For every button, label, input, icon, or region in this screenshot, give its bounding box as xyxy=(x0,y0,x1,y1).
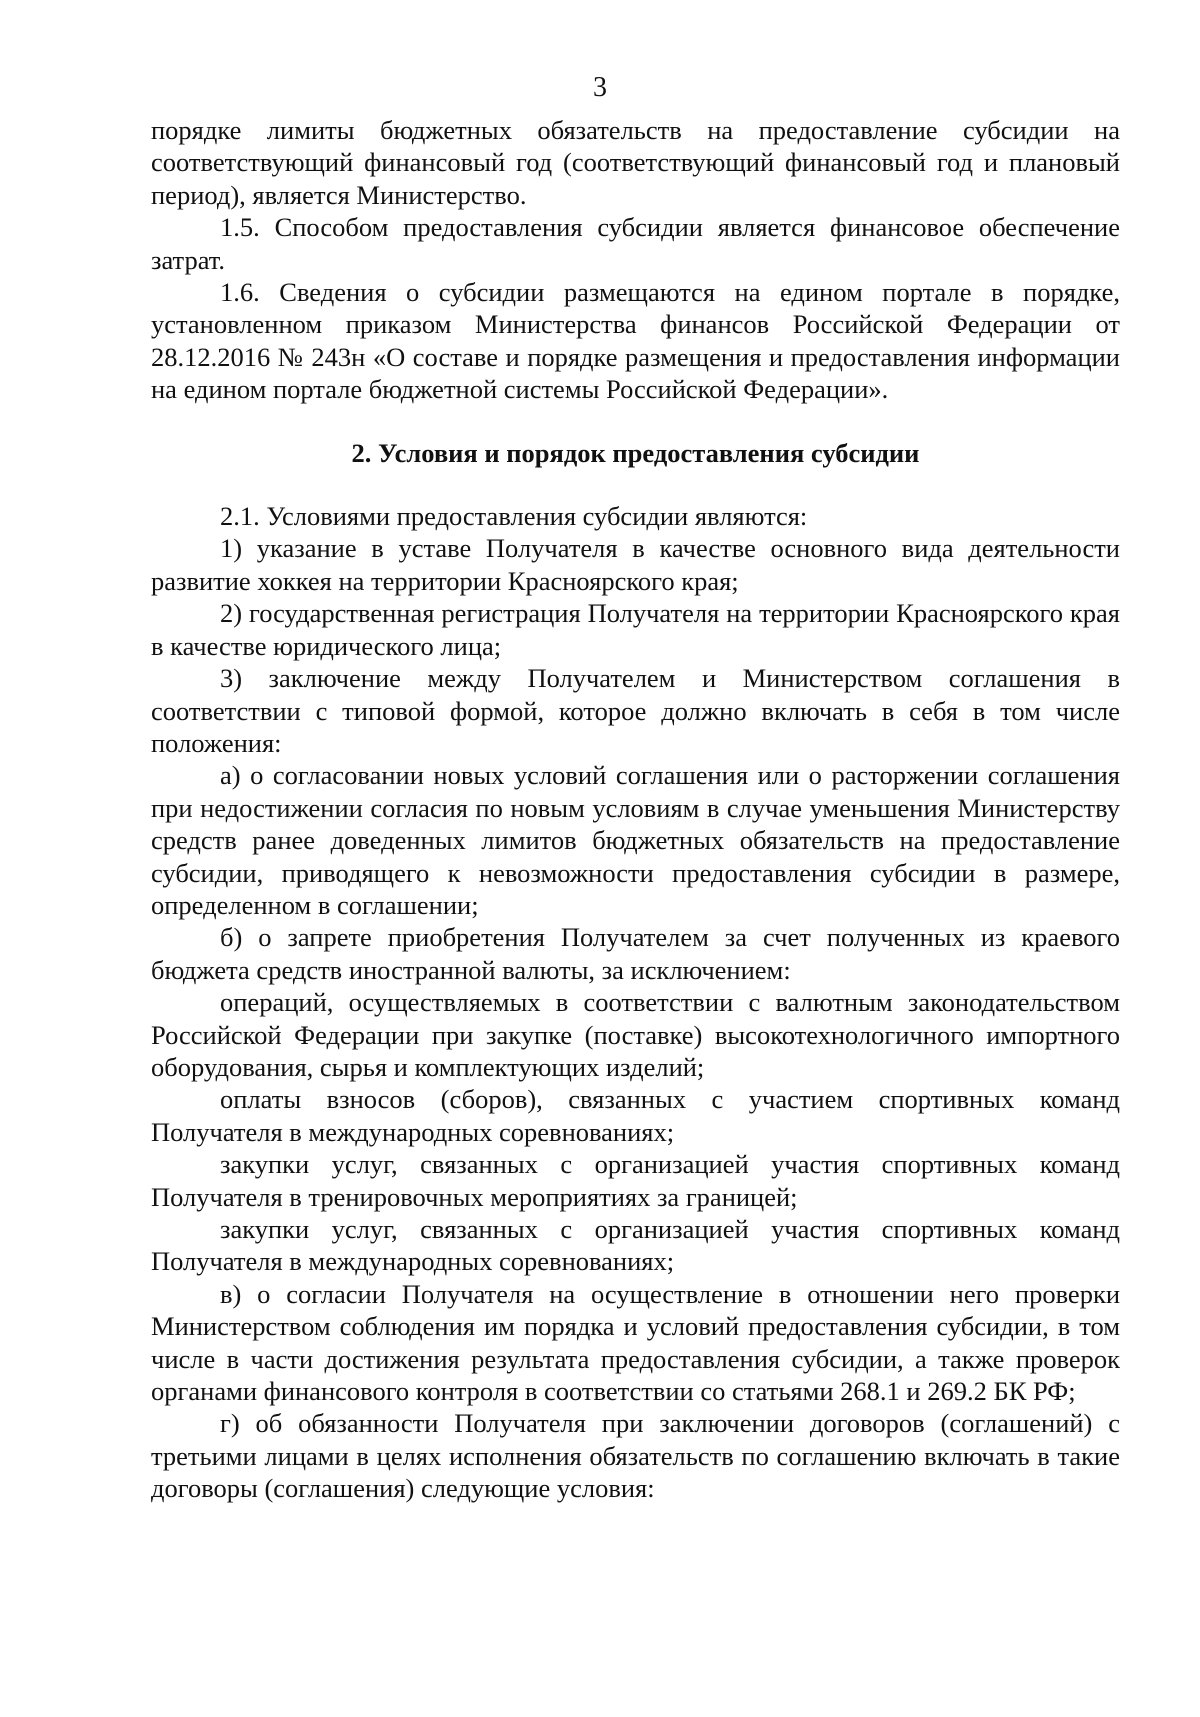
exception-international-competitions: закупки услуг, связанных с организацией участия спортивных команд Получателя в международных соревнованиях; xyxy=(151,1214,1120,1277)
list-item-3: 3) заключение между Получателем и Министерством соглашения в соответствии с типовой формой, которое должно включать в себя в том числе положения: xyxy=(151,663,1120,758)
paragraph-1-6: 1.6. Сведения о субсидии размещаются на едином портале в порядке, установленном приказом Министерства финансов Российской Федерации от 28.12.2016 № 243н «О составе и порядке размещения и предоставления информации на едином портале бюджетной системы Российской Федерации». xyxy=(151,277,1120,405)
sub-item-a: а) о согласовании новых условий соглашения или о расторжении соглашения при недостижении согласия по новым условиям в случае уменьшения Министерству средств ранее доведенных лимитов бюджетных обязательств на предоставление субсидии, приводящего к невозможности предоставления субсидии в размере, определенном в соглашении; xyxy=(151,760,1120,920)
document-body xyxy=(151,114,1120,1505)
paragraph-continuation: порядке лимиты бюджетных обязательств на предоставление субсидии на соответствующий финансовый год (соответствующий финансовый год и плановый период), является Министерство. xyxy=(151,115,1120,210)
page-number: 3 xyxy=(593,72,607,103)
list-item-1: 1) указание в уставе Получателя в качестве основного вида деятельности развитие хоккея на территории Красноярского края; xyxy=(151,533,1120,596)
sub-item-v: в) о согласии Получателя на осуществление в отношении него проверки Министерством соблюдения им порядка и условий предоставления субсидии, в том числе в части достижения результата предоставления субсидии, а также проверок органами финансового контроля в соответствии со статьями 268.1 и 269.2 БК РФ; xyxy=(151,1278,1120,1407)
section-heading: 2. Условия и порядок предоставления субсидии xyxy=(351,437,920,468)
sub-item-b: б) о запрете приобретения Получателем за счет полученных из краевого бюджета средств иностранной валюты, за исключением: xyxy=(151,922,1120,985)
exception-training-camps: закупки услуг, связанных с организацией участия спортивных команд Получателя в тренировочных мероприятиях за границей; xyxy=(151,1149,1120,1212)
exception-fees: оплаты взносов (сборов), связанных с участием спортивных команд Получателя в международных соревнованиях; xyxy=(151,1084,1120,1147)
paragraph-2-1: 2.1. Условиями предоставления субсидии являются: xyxy=(220,501,808,532)
paragraph-1-5: 1.5. Способом предоставления субсидии является финансовое обеспечение затрат. xyxy=(151,212,1120,275)
exception-currency-operations: операций, осуществляемых в соответствии с валютным законодательством Российской Федерации при закупке (поставке) высокотехнологичного импортного оборудования, сырья и комплектующих изделий; xyxy=(151,987,1120,1082)
sub-item-g: г) об обязанности Получателя при заключении договоров (соглашений) с третьими лицами в целях исполнения обязательств по соглашению включать в такие договоры (соглашения) следующие условия: xyxy=(151,1408,1120,1504)
list-item-2: 2) государственная регистрация Получателя на территории Красноярского края в качестве юридического лица; xyxy=(151,598,1120,661)
